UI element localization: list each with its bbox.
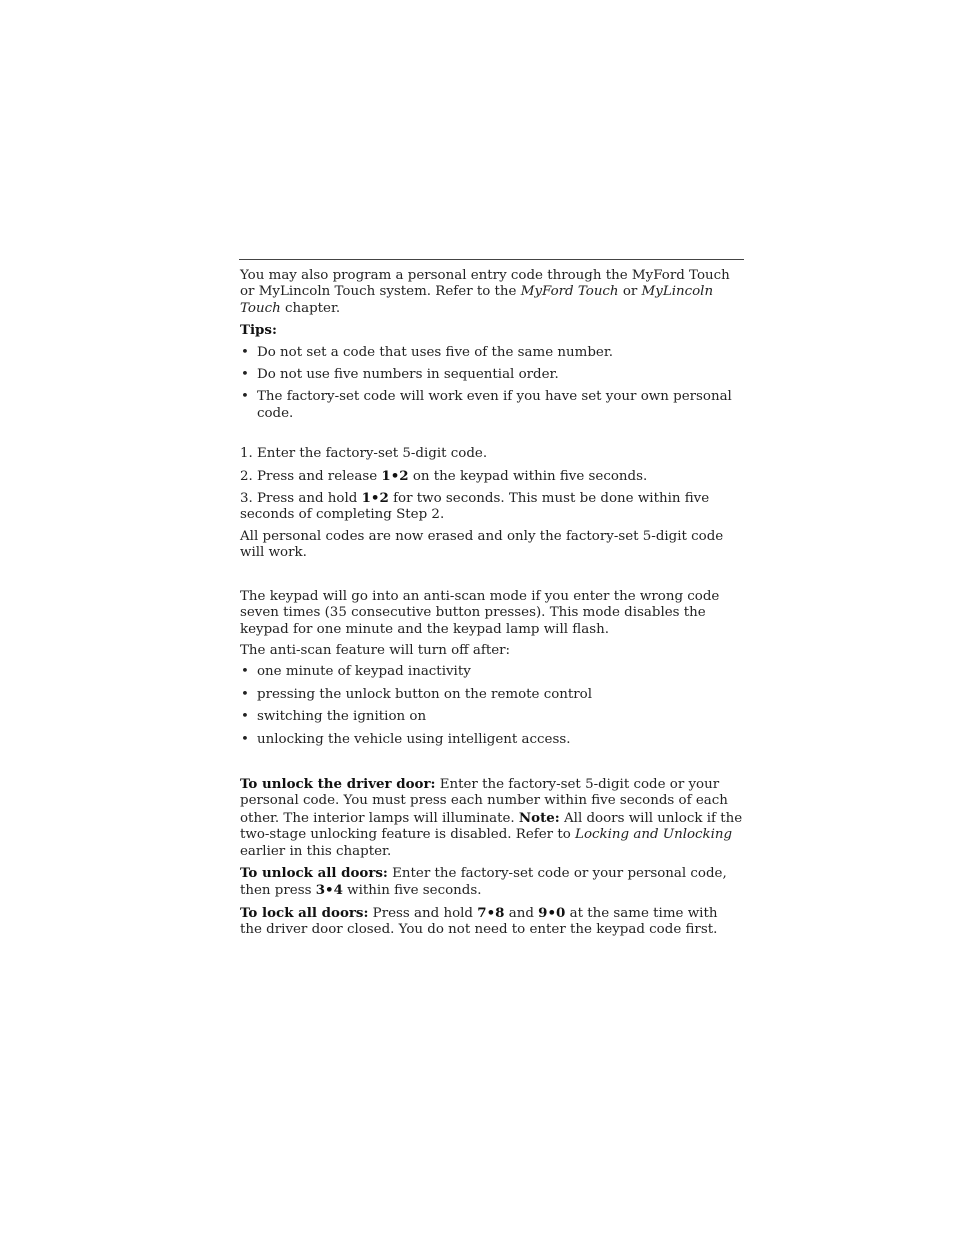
tips-list [240,345,743,423]
erase-steps [240,446,743,524]
tips-heading: Tips: [240,322,277,339]
step-3: 3. Press and hold 1•2 for two seconds. This must be done within five seconds of completing Step 2. [240,490,710,523]
list-item: • Do not set a code that uses five of the same number. [240,345,743,361]
list-item: • pressing the unlock button on the remote control [240,687,743,703]
erase-result: All personal codes are now erased and only the factory-set 5-digit code will work. [240,528,724,561]
list-item: • unlocking the vehicle using intelligent access. [240,732,743,748]
intro-paragraph: You may also program a personal entry code through the MyFord Touch or MyLincoln Touch system. Refer to the MyFord Touch or MyLincoln Touch chapter. [240,268,730,316]
antiscan-lead: The anti-scan feature will turn off after: [240,642,511,658]
section-spacer [240,754,743,776]
list-item: • Do not use five numbers in sequential order. [240,367,743,383]
section-spacer [240,567,743,589]
section-spacer [240,428,743,446]
list-item: • one minute of keypad inactivity [240,664,743,680]
list-item: • The factory-set code will work even if you have set your own personal code. [240,389,743,422]
unlock-all-paragraph: To unlock all doors: Enter the factory-set code or your personal code, then press 3•4 within five seconds. [240,864,727,899]
step-2: 2. Press and release 1•2 on the keypad within five seconds. [240,467,648,484]
lock-all-paragraph: To lock all doors: Press and hold 7•8 and 9•0 at the same time with the driver door closed. You do not need to enter the keypad code first. [240,904,718,938]
page-content [240,268,743,944]
antiscan-paragraph: The keypad will go into an anti-scan mode if you enter the wrong code seven times (35 consecutive button presses). This mode disables the keypad for one minute and the keypad lamp will flash. [240,588,720,637]
unlock-driver-paragraph: To unlock the driver door: Enter the factory-set 5-digit code or your personal code. You must press each number within five seconds of each other. The interior lamps will illuminate. Note: All doors will unlock if the two-stage unlocking feature is disabled. Refer to Locking and Unlocking earlier in this chapter. [240,775,743,859]
antiscan-list [240,664,743,748]
step-1: 1. Enter the factory-set 5-digit code. [240,446,488,462]
list-item: • switching the ignition on [240,709,743,725]
top-rule [239,259,744,260]
